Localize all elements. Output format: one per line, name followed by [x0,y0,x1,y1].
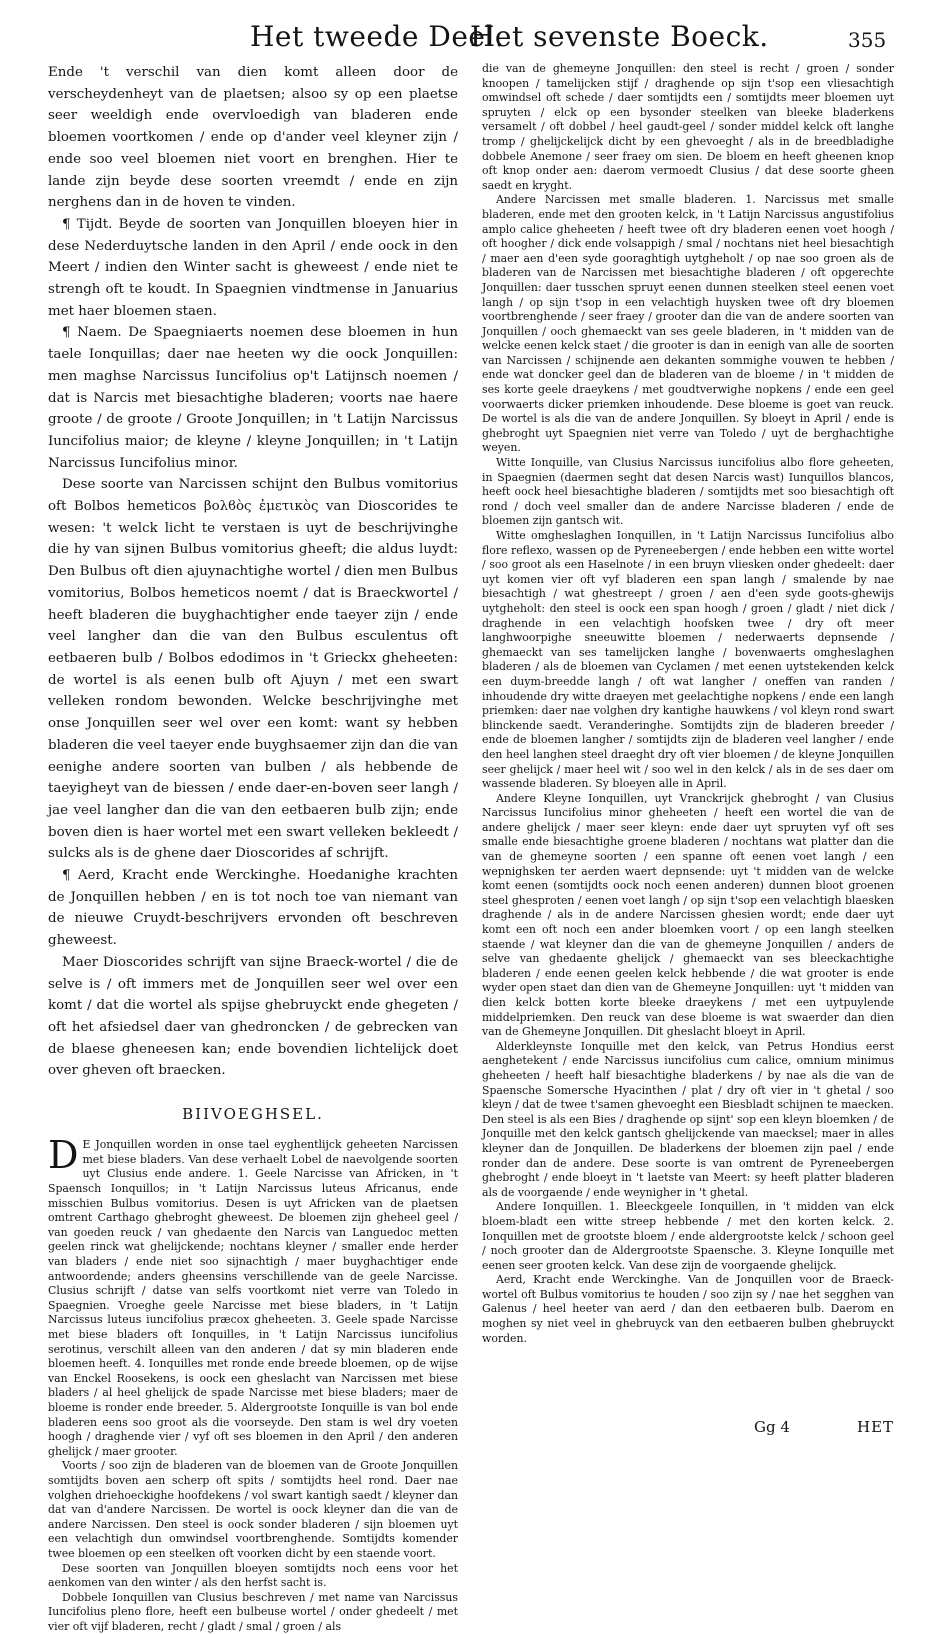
drop-cap: D [48,1133,79,1178]
paragraph: ¶ Tijdt. Beyde de soorten van Jonquillen bloeyen hier in dese Nederduytsche landen in den April / ende oock in den Meert / indien den Winter sacht is gheweest / ende niet te strengh oft te koudt. In Spaegnien vindtmense in Januarius met haer bloemen staen. [48,216,458,319]
running-head-part: Het tweede Deel. [250,20,505,53]
paragraph [48,1133,458,1459]
paragraph: Maer Dioscorides schrijft van sijne Braeck-wortel / die de selve is / oft immers met de Jonquillen seer wel over een komt / dat die wortel als spijse ghebruyckt ende ghegeten / oft het afsiedsel daer van ghedroncken / de gebrecken van de blaese gheneesen kan; ende bovendien lichtelijck doet over gheven oft braecken. [48,954,458,1079]
paragraph: Voorts / soo zijn de bladeren van de bloemen van de Groote Jonquillen somtijdts boven aen scherp oft spits / somtijdts heel rond. Daer nae volghen driehoeckighe hoofdekens / vol swart kantigh saedt / kleyner dan dat van d'andere Narcissen. De wortel is oock kleyner dan die van de andere Narcissen. Den steel is oock sonder bladeren / sijn bloemen uyt een velachtigh dun omwindsel voortbrenghende. Somtijdts komender twee bloemen op een steelken oft voorken dicht by een staende voort. [48,1459,458,1560]
catchword: HET [857,1418,895,1436]
paragraph: Dobbele Ionquillen van Clusius beschreven / met name van Narcissus Iuncifolius pleno flore, heeft een bulbeuse wortel / onder ghedeelt / met vier oft vijf bladeren, recht / gladt / smal / groen / als [48,1590,458,1633]
paragraph: Witte Ionquille, van Clusius Narcissus iuncifolius albo flore geheeten, in Spaegnien (daermen seght dat desen Narcis wast) Iunquillos blancos, heeft oock heel biesachtighe bladeren / somtijdts met soo biesachtigh oft rond / doch veel smaller dan de andere Narcisse bladeren / ende de bloemen zijn gantsch wit. [482,456,894,528]
paragraph-text: E Jonquillen worden in onse tael eyghentlijck geheeten Narcissen met biese bladers. Van dese verhaelt Lobel de naevolgende soorten uyt Clusius ende andere. 1. Geele Narcisse van Africken, in 't Spaensch Ionquillos; in 't Latijn Narcissus luteus Africanus, ende misschien Bulbus vomitorius. Desen is uyt Africken van de plaetsen omtrent Carthago ghebroght gheweest. De bloemen zijn gheheel geel / van goeden reuck / van ghedaente den Narcis van Languedoc metten geelen rinck wat ghelijckende; nochtans kleyner / smaller ende herder van bladers / ende niet soo sijnachtigh / maer buyghachtiger ende antwoordende; anders gheensins verschillende van de geele Narcisse. Clusius schrijft / datse van selfs voortkomt niet verre van Toledo in Spaegnien. Vroeghe geele Narcisse met biese bladers, in 't Latijn Narcissus luteus iuncifolius præcox gheheeten. 3. Geele spade Narcisse met biese bladers oft Ionquilles, in 't Latijn Narcissus iuncifolius serotinus, verschilt alleen van den anderen / dat sy min bladeren ende bloemen heeft. 4. Ionquilles met ronde ende breede bloemen, op de wijse van Enckel Roosekens, is oock een gheslacht van Narcissen met biese bladers / al heel ghelijck de spade Narcisse met biese bladers; maer de bloeme is ronder ende breeder. 5. Aldergrootste Ionquille is van bol ende bladeren eens soo groot als die voorseyde. Den stam is wel dry voeten hoogh / draghende vier / vyf oft ses bloemen in den April / den anderen ghelijck / maer grooter. [48,1138,458,1458]
paragraph: Andere Ionquillen. 1. Bleeckgeele Ionquillen, in 't midden van elck bloem-bladt een witte streep hebbende / met den korten kelck. 2. Ionquillen met de grootste bloem / ende aldergrootste kelck / schoon geel / noch grooter dan de Aldergrootste Spaensche. 3. Kleyne Ionquille met eenen seer grooten kelck. Van dese zijn de voorgaende ghelijck. [482,1200,894,1272]
paragraph: Andere Narcissen met smalle bladeren. 1. Narcissus met smalle bladeren, ende met den grooten kelck, in 't Latijn Narcissus angustifolius amplo calice gheheeten / heeft twee oft dry bladeren eenen voet hoogh / oft hoogher / dick ende volsappigh / smal / nochtans niet heel biesachtigh / maer aen d'een syde gooraghtigh uytgheholt / op nae soo groen als de bladeren van de Narcissen met biesachtighe bladeren / oft opgerechte Jonquillen: daer tusschen spruyt eenen dunnen steelken steel eenen voet langh / op sijn t'sop in een velachtigh huysken twee oft dry bloemen voortbrenghende / seer fraey / grooter dan die van de andere soorten van Jonquillen / ooch ghemaeckt van ses geele bladeren, in 't midden van de welcke eenen kelck staet / die grooter is dan in eenigh van alle de soorten van Narcissen / schijnende aen dekanten sommighe vouwen te hebben / ende wat doncker geel dan de bladeren van de bloeme / in 't midden de ses korte geele draeykens / met goudtverwighe nopkens / ende een geel voorwaerts dicker priemken inhoudende. Dese bloeme is goet van reuck. De wortel is als die van de andere Jonquillen. Sy bloeyt in April / ende is ghebroght uyt Spaegnien niet verre van Toledo / uyt de berghachtighe weyen. [482,193,894,455]
section-title: BIIVOEGHSEL. [182,1105,324,1124]
left-column [48,62,458,1634]
paragraph: Witte omgheslaghen Ionquillen, in 't Latijn Narcissus Iuncifolius albo flore reflexo, wassen op de Pyreneebergen / ende hebben een witte wortel / soo groot als een Haselnote / in een bruyn vliesken onder ghedeelt: daer uyt komen vier oft vyf bladeren een span langh / smalende by nae biesachtigh / wat ghestreept / groen / aen d'een syde goots-ghewijs uytgheholt: den steel is oock een span hoogh / groen / gladt / niet dick / draghende in een velachtigh hoofsken twee / dry oft meer langhwoorpighe sneeuwitte bloemen / nederwaerts depnsende / ghemaeckt van ses tamelijcken langhe / bovenwaerts omgheslaghen bladeren / als de bloemen van Cyclamen / met eenen uytstekenden kelck een duym-breedde langh / oft wat langher / oneffen van randen / inhoudende dry witte draeyen met geelachtighe nopkens / ende een langh priemken: daer nae volghen dry kantighe hauwkens / vol kleyn rond swart blinckende saedt. Veranderinghe. Somtijdts zijn de bladeren breeder / ende de bloemen langher / somtijdts zijn de bladeren veel langher / ende den heel langhen steel draeght dry oft vier bloemen / de kleyne Jonquillen seer ghelijck / maer heel wit / soo wel in den kelck / als in de ses daer om wassende bladeren. Sy bloeyen alle in April. [482,529,894,791]
paragraph: Dese soorten van Jonquillen bloeyen somtijdts noch eens voor het aenkomen van den winter / als den herfst sacht is. [48,1561,458,1590]
right-column [482,62,894,1346]
paragraph: ¶ Naem. De Spaegniaerts noemen dese bloemen in hun taele Ionquillas; daer nae heeten wy die oock Jonquillen: men maghse Narcissus Iuncifolius op't Latijnsch noemen / dat is Narcis met biesachtighe bladeren; voorts nae haere groote / de groote / Groote Jonquillen; in 't Latijn Narcissus Iuncifolius maior; de kleyne / kleyne Jonquillen; in 't Latijn Narcissus Iuncifolius minor. [48,325,458,471]
paragraph: die van de ghemeyne Jonquillen: den steel is recht / groen / sonder knoopen / tamelijcken stijf / draghende op sijn t'sop een vliesachtigh omwindsel oft schede / daer somtijdts een / somtijdts meer bloemen uyt spruyten / elck op een bysonder steelken van bleeke bladerkens versamelt / oft dobbel / heel gaudt-geel / sonder middel kelck oft langhe tromp / ghelijckelijck dicht by een ghevoeght / als in de breedbladighe dobbele Anemone / seer fraey om sien. De bloem en heeft gheenen knop oft knop onder aen: daerom vermoedt Clusius / dat dese soorte gheen saedt en kryght. [482,62,894,192]
running-head-book: Het sevenste Boeck. [470,20,769,53]
paragraph: Aerd, Kracht ende Werckinghe. Van de Jonquillen voor de Braeck-wortel oft Bulbus vomitorius te houden / soo zijn sy / nae het segghen van Galenus / heel heeter van aerd / dan den eetbaeren bulb. Daerom en moghen sy niet veel in ghebruyck van den eetbaeren bulben ghebruyckt worden. [482,1273,894,1345]
page-number: 355 [848,28,887,52]
paragraph: Andere Kleyne Ionquillen, uyt Vranckrijck ghebroght / van Clusius Narcissus Iuncifolius minor gheheeten / heeft een wortel die van de andere ghelijck / maer seer kleyn: ende daer uyt spruyten vyf oft ses smalle ende biesachtighe groene bladeren / nochtans wat platter dan die van de ghemeyne soorten / een spanne oft eenen voet langh / een wepnighsken ter aerden waert depnsende: uyt 't midden van de welcke komt eenen (somtijdts oock noch eenen anderen) dunnen bloot groenen steel ghesproten / eenen voet langh / op sijn t'sop een velachtigh blaesken draghende / als in de andere Narcissen ghesien wordt; ende daer uyt komt een oft noch een ander bloemken voort / op een langh steelken staende / wat kleyner dan die van de ghemeyne Jonquillen / anders de selve van ghedaente ghelijck / ghemaeckt van ses bleeckachtighe bladeren / ende eenen geelen kelck hebbende / die wat grooter is ende wyder open staet dan dien van de Ghemeyne Jonquillen: uyt 't midden van dien kelck botten korte bleeke draeykens / met een uytpuylende middelpriemken. Den reuck van dese bloeme is wat swaerder dan dien van de Ghemeyne Jonquillen. Dit gheslacht bloeyt in April. [482,791,894,1039]
paragraph: Alderkleynste Ionquille met den kelck, van Petrus Hondius eerst aenghetekent / ende Narcissus iuncifolius cum calice, omnium minimus gheheeten / heeft half biesachtighe bladerkens / by nae als die van de Spaensche Somersche Hyacinthen / plat / dry oft vier in 't ghetal / soo kleyn / dat de twee t'samen ghevoeght een Biesbladt schijnen te maecken. Den steel is als een Bies / draghende op sijnt' sop een kleyn bloemken / de Jonquille met den kelck gantsch ghelijckende van maecksel; maer in alles kleyner dan de Jonquillen. De bladerkens der bloemen zijn pael / ende ronder dan de andere. Dese soorte is van omtrent de Pyreneebergen ghebroght / ende bloeyt in 't laetste van Meert: sy heeft platter bladeren als de voorgaende / ende weynigher in 't ghetal. [482,1039,894,1199]
paragraph: Dese soorte van Narcissen schijnt den Bulbus vomitorius oft Bolbos hemeticos βολϐὸς ἐμετικὸς van Dioscorides te wesen: 't welck licht te verstaen is uyt de beschrijvinghe die hy van sijnen Bulbus vomitorius gheeft; die aldus luydt: Den Bulbus oft dien ajuynachtighe wortel / dien men Bulbus vomitorius, Bolbos hemeticos noemt / dat is Braeckwortel / heeft bladeren die buyghachtigher ende taeyer zijn / ende veel langher dan die van den Bulbus esculentus oft eetbaeren bulb / Bolbos edodimos in 't Grieckx gheheeten: de wortel is als eenen bulb oft Ajuyn / met een swart velleken rondom bewonden. Welcke beschrijvinghe met onse Jonquillen seer wel over een komt: want sy hebben bladeren die veel taeyer ende buyghsaemer zijn dan die van eenighe andere soorten van bulben / als hebbende de taeyigheyt van de biessen / ende daer-en-boven seer langh / jae veel langher dan die van den eetbaeren bulb zijn; ende boven dien is haer wortel met een swart velleken bekleedt / sulcks als is de ghene daer Dioscorides af schrijft. [48,477,458,862]
signature-mark: Gg 4 [754,1418,790,1436]
paragraph: Ende 't verschil van dien komt alleen door de verscheydenheyt van de plaetsen; alsoo sy op een plaetse seer weeldigh ende overvloedigh van bladeren ende bloemen voortkomen / ende op d'ander veel kleyner zijn / ende soo veel bloemen niet voort en brenghen. Hier te lande zijn beyde dese soorten vreemdt / ende en zijn nerghens dan in de hoven te vinden. [48,65,458,211]
paragraph: ¶ Aerd, Kracht ende Werckinghe. Hoedanighe krachten de Jonquillen hebben / en is tot noch toe van niemant van de nieuwe Cruydt-beschrijvers ervonden oft beschreven gheweest. [48,868,458,949]
